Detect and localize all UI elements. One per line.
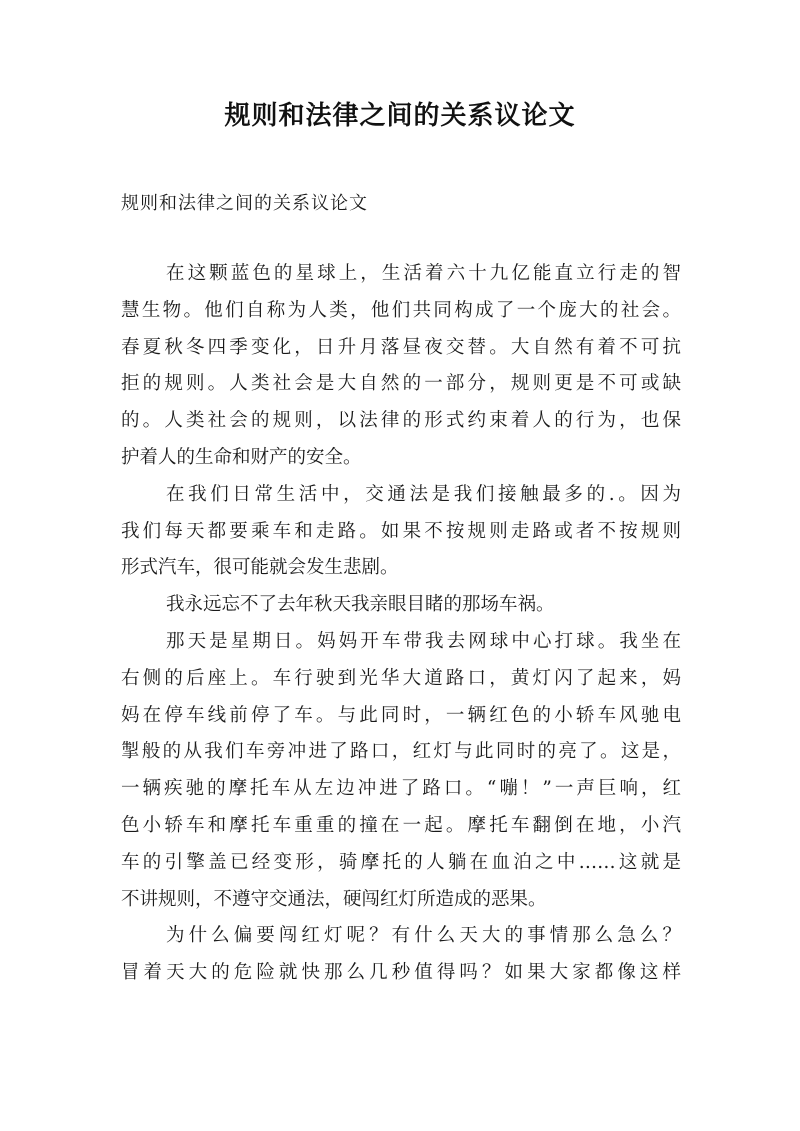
paragraph	[121, 587, 681, 624]
text-line: 的。人类社会的规则，以法律的形式约束着人的行为，也保	[121, 410, 681, 432]
text-line: 色小轿车和摩托车重重的撞在一起。摩托车翻倒在地，小汽	[121, 814, 681, 836]
text-line: 不讲规则，不遵守交通法，硬闯红灯所造成的恶果。	[121, 888, 547, 910]
paragraph	[121, 918, 681, 992]
text-line: 在这颗蓝色的星球上，生活着六十九亿能直立行走的智	[166, 263, 681, 284]
text-line: 一辆疾驰的摩托车从左边冲进了路口。“嘣！”一声巨响，红	[121, 778, 681, 800]
text-line: 慧生物。他们自称为人类，他们共同构成了一个庞大的社会。	[121, 299, 681, 321]
paragraph	[121, 256, 681, 477]
text-line: 车的引擎盖已经变形，骑摩托的人躺在血泊之中……这就是	[121, 851, 681, 873]
text-line: 妈在停车线前停了车。与此同时，一辆红色的小轿车风驰电	[121, 704, 681, 726]
text-line: 冒着天大的危险就快那么几秒值得吗？如果大家都像这样	[121, 962, 681, 984]
text-line: 在我们日常生活中，交通法是我们接触最多的.。因为	[166, 483, 681, 505]
document-body	[121, 256, 681, 992]
text-line: 我永远忘不了去年秋天我亲眼目睹的那场车祸。	[166, 594, 555, 616]
text-line: 拒的规则。人类社会是大自然的一部分，规则更是不可或缺	[121, 373, 681, 395]
text-line: 护着人的生命和财产的安全。	[121, 446, 362, 468]
text-line: 为什么偏要闯红灯呢？有什么天大的事情那么急么？	[166, 925, 681, 947]
text-line: 掣般的从我们车旁冲进了路口，红灯与此同时的亮了。这是，	[121, 741, 681, 763]
text-line: 那天是星期日。妈妈开车带我去网球中心打球。我坐在	[166, 630, 681, 652]
text-line: 右侧的后座上。车行驶到光华大道路口，黄灯闪了起来，妈	[121, 667, 681, 689]
document-subtitle: 规则和法律之间的关系议论文	[121, 193, 368, 214]
paragraph	[121, 624, 681, 918]
paragraph	[121, 477, 681, 587]
text-line: 我们每天都要乘车和走路。如果不按规则走路或者不按规则	[121, 520, 681, 542]
text-line: 形式汽车，很可能就会发生悲剧。	[121, 557, 399, 579]
text-line: 春夏秋冬四季变化，日升月落昼夜交替。大自然有着不可抗	[121, 336, 681, 358]
document-title: 规则和法律之间的关系议论文	[224, 101, 576, 131]
